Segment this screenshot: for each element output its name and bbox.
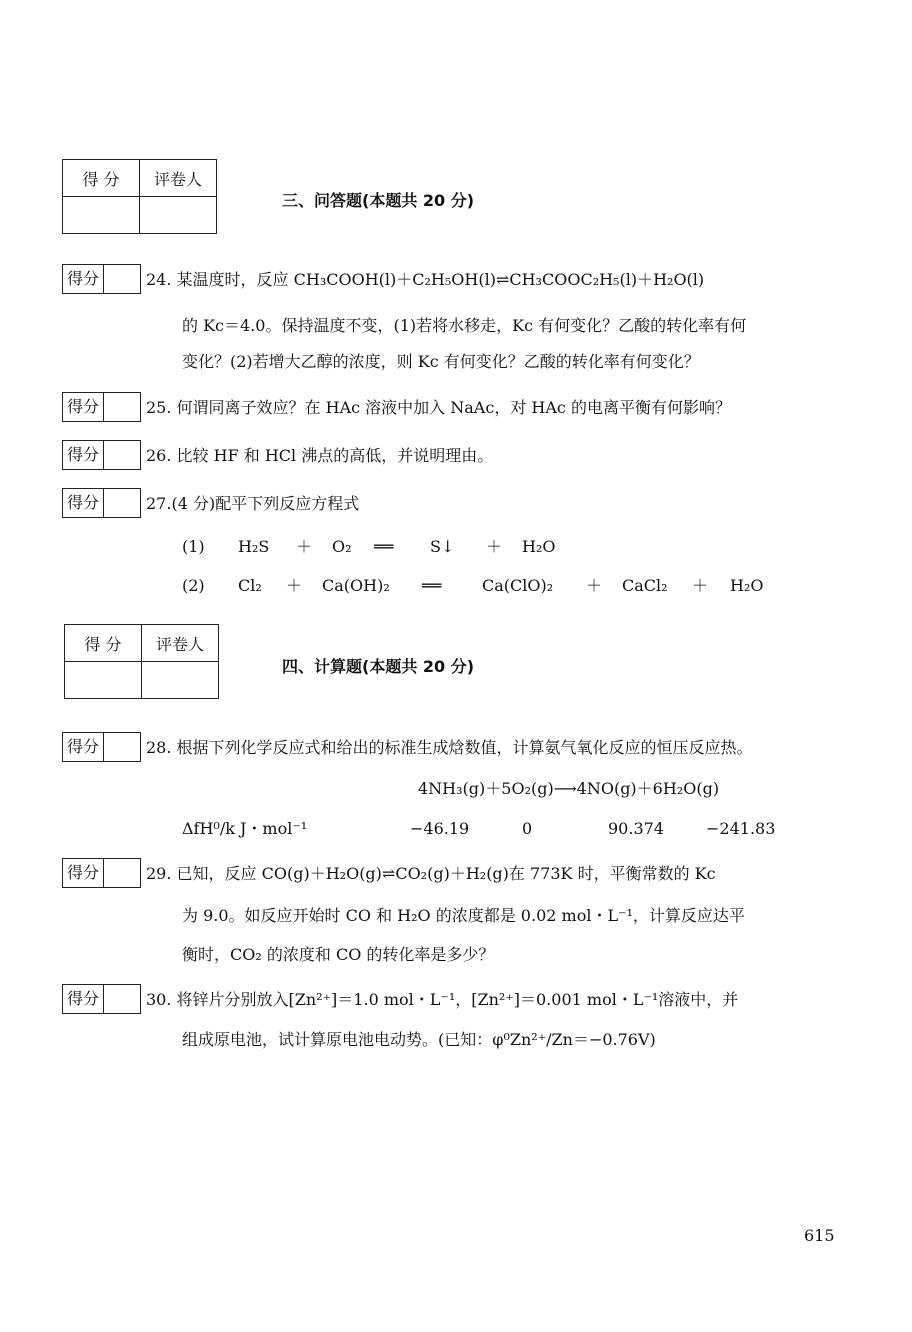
score-table-section4 — [64, 624, 219, 699]
score-cell — [65, 662, 142, 699]
q28-reaction: 4NH₃(g)＋5O₂(g)⟶4NO(g)＋6H₂O(g) — [418, 779, 720, 798]
grader-cell — [142, 662, 219, 699]
eq-term: (1) — [182, 537, 205, 556]
score-box-label: 得分 — [62, 858, 104, 888]
score-box — [62, 858, 141, 889]
q28-value-nh3: −46.19 — [410, 819, 470, 838]
score-box-label: 得分 — [62, 392, 104, 422]
score-box — [62, 984, 141, 1015]
eq-term: (2) — [182, 576, 205, 595]
eq-term: O₂ — [332, 537, 352, 556]
score-box-label: 得分 — [62, 732, 104, 762]
eq-term: Ca(OH)₂ — [322, 576, 390, 595]
eq-term: H₂O — [522, 537, 556, 556]
q28-value-o2: 0 — [522, 819, 533, 838]
q28-line1: 28. 根据下列化学反应式和给出的标准生成焓数值，计算氨气氧化反应的恒压反应热。 — [146, 738, 753, 757]
score-box — [62, 488, 141, 519]
score-box-label: 得分 — [62, 264, 104, 294]
eq-term: Ca(ClO)₂ — [482, 576, 554, 595]
page-number: 615 — [804, 1226, 835, 1245]
q24-line1: 24. 某温度时，反应 CH₃COOH(l)＋C₂H₅OH(l)⇌CH₃COOC₂H₅(l)＋H₂O(l) — [146, 270, 705, 289]
eq-term: ＋ — [486, 537, 503, 556]
q27-line1: 27.(4 分)配平下列反应方程式 — [146, 494, 360, 513]
eq-term: H₂O — [730, 576, 764, 595]
section3-title: 三、问答题(本题共 20 分) — [282, 191, 475, 210]
score-box-label: 得分 — [62, 984, 104, 1014]
score-box-label: 得分 — [62, 440, 104, 470]
eq-term: ══ — [374, 537, 394, 556]
score-header: 得 分 — [65, 625, 142, 662]
q29-line1: 29. 已知，反应 CO(g)＋H₂O(g)⇌CO₂(g)＋H₂(g)在 773K 时，平衡常数的 Kc — [146, 864, 716, 883]
eq-term: CaCl₂ — [622, 576, 668, 595]
q29-line3: 衡时，CO₂ 的浓度和 CO 的转化率是多少？ — [182, 945, 495, 964]
score-box — [62, 392, 141, 423]
grader-cell — [140, 197, 217, 234]
q26-line1: 26. 比较 HF 和 HCl 沸点的高低，并说明理由。 — [146, 446, 494, 465]
score-box — [62, 264, 141, 295]
section4-title: 四、计算题(本题共 20 分) — [282, 657, 475, 676]
q28-enthalpy-label: ΔfH⁰/k J・mol⁻¹ — [182, 819, 308, 838]
q28-value-no: 90.374 — [608, 819, 664, 838]
q25-line1: 25. 何谓同离子效应？在 HAc 溶液中加入 NaAc，对 HAc 的电离平衡有何影响？ — [146, 398, 731, 417]
q24-line3: 变化？(2)若增大乙醇的浓度，则 Kc 有何变化？乙酸的转化率有何变化？ — [182, 352, 700, 371]
q24-line2: 的 Kc＝4.0。保持温度不变，(1)若将水移走，Kc 有何变化？乙酸的转化率有何 — [182, 316, 747, 335]
eq-term: Cl₂ — [238, 576, 262, 595]
eq-term: ＋ — [296, 537, 313, 556]
eq-term: ＋ — [286, 576, 303, 595]
score-table-section3 — [62, 159, 217, 234]
q30-line2: 组成原电池，试计算原电池电动势。(已知：φ⁰Zn²⁺/Zn＝−0.76V) — [182, 1030, 656, 1049]
score-cell — [63, 197, 140, 234]
grader-header: 评卷人 — [142, 625, 219, 662]
grader-header: 评卷人 — [140, 160, 217, 197]
eq-term: ══ — [422, 576, 442, 595]
score-box — [62, 440, 141, 471]
score-box — [62, 732, 141, 763]
eq-term: ＋ — [692, 576, 709, 595]
eq-term: H₂S — [238, 537, 270, 556]
q30-line1: 30. 将锌片分别放入[Zn²⁺]＝1.0 mol・L⁻¹，[Zn²⁺]＝0.001 mol・L⁻¹溶液中，并 — [146, 990, 739, 1009]
score-box-label: 得分 — [62, 488, 104, 518]
eq-term: ＋ — [586, 576, 603, 595]
q29-line2: 为 9.0。如反应开始时 CO 和 H₂O 的浓度都是 0.02 mol・L⁻¹，计算反应达平 — [182, 906, 745, 925]
q28-value-h2o: −241.83 — [706, 819, 776, 838]
score-header: 得 分 — [63, 160, 140, 197]
eq-term: S↓ — [430, 537, 455, 556]
